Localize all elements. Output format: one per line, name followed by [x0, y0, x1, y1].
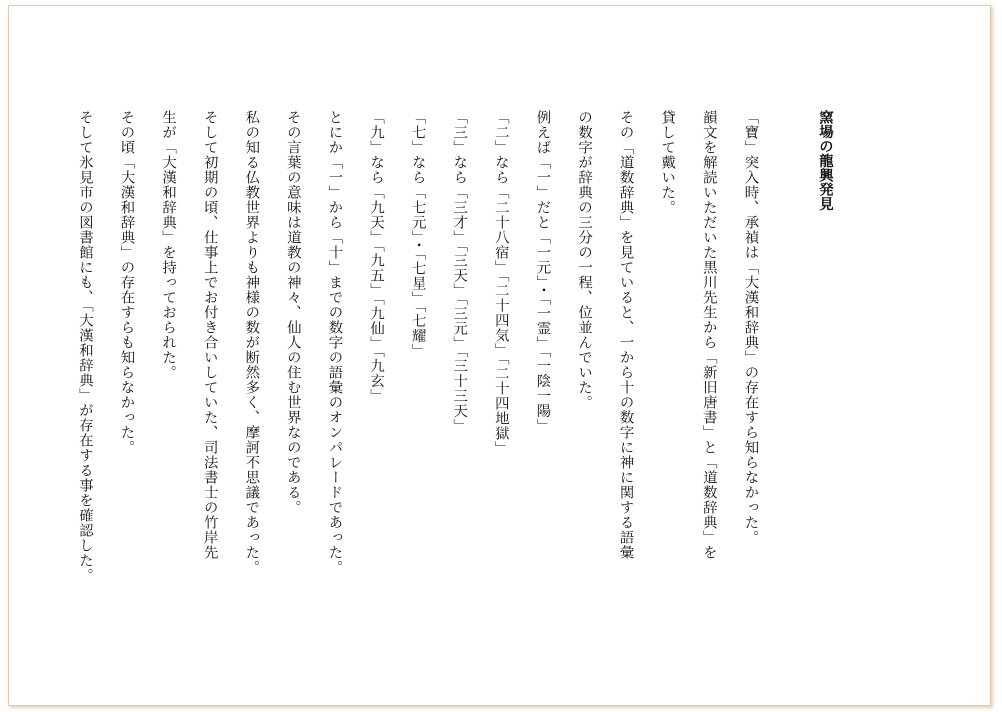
- text-line: 「七」なら「七元」・「七星」「七耀」: [409, 110, 426, 359]
- text-line: 「三」なら「三才」「三天」「三元」「三十三天」: [451, 110, 468, 434]
- text-line: その言葉の意味は道教の神々、仙人の住む世界なのである。: [284, 110, 301, 515]
- text-line: 貸して戴いた。: [659, 110, 676, 215]
- text-line: の数字が辞典の三分の一程、位並んでいた。: [576, 110, 593, 410]
- document-title: 窯場の龍興発見: [817, 110, 833, 211]
- text-line: とにか「一」から「十」までの数字の語彙のオンパレードであった。: [326, 110, 343, 575]
- document-body: [63, 110, 845, 650]
- text-line: その頃「大漢和辞典」の存在すらも知らなかった。: [118, 110, 135, 455]
- text-line: 「寶」突入時、承禎は「大漢和辞典」の存在すら知らなかった。: [742, 110, 759, 545]
- document-page: [8, 5, 991, 706]
- text-line: そして初期の頃、仕事上でお付き合いしていた、司法書士の竹岸先: [201, 110, 218, 560]
- text-line: 「九」なら「九天」「九五」「九仙」「九玄」: [368, 110, 385, 404]
- text-line: 例えば「一」だと「一元」・「一霊」「一陰一陽」: [534, 110, 551, 434]
- text-line: 韻文を解読いただいた黒川先生から「新旧唐書」と「道数辞典」を: [700, 110, 717, 560]
- text-line: その「道数辞典」を見ていると、一から十の数字に神に関する語彙: [617, 110, 634, 560]
- text-line: 生が「大漢和辞典」を持っておられた。: [160, 110, 177, 380]
- text-line: そして氷見市の図書館にも、「大漢和辞典」が存在する事を確認した。: [76, 110, 93, 583]
- text-line: 私の知る仏教世界よりも神様の数が断然多く、摩訶不思議であった。: [243, 110, 260, 575]
- text-line: 「二」なら「二十八宿」「二十四気」「二十四地獄」: [492, 110, 509, 456]
